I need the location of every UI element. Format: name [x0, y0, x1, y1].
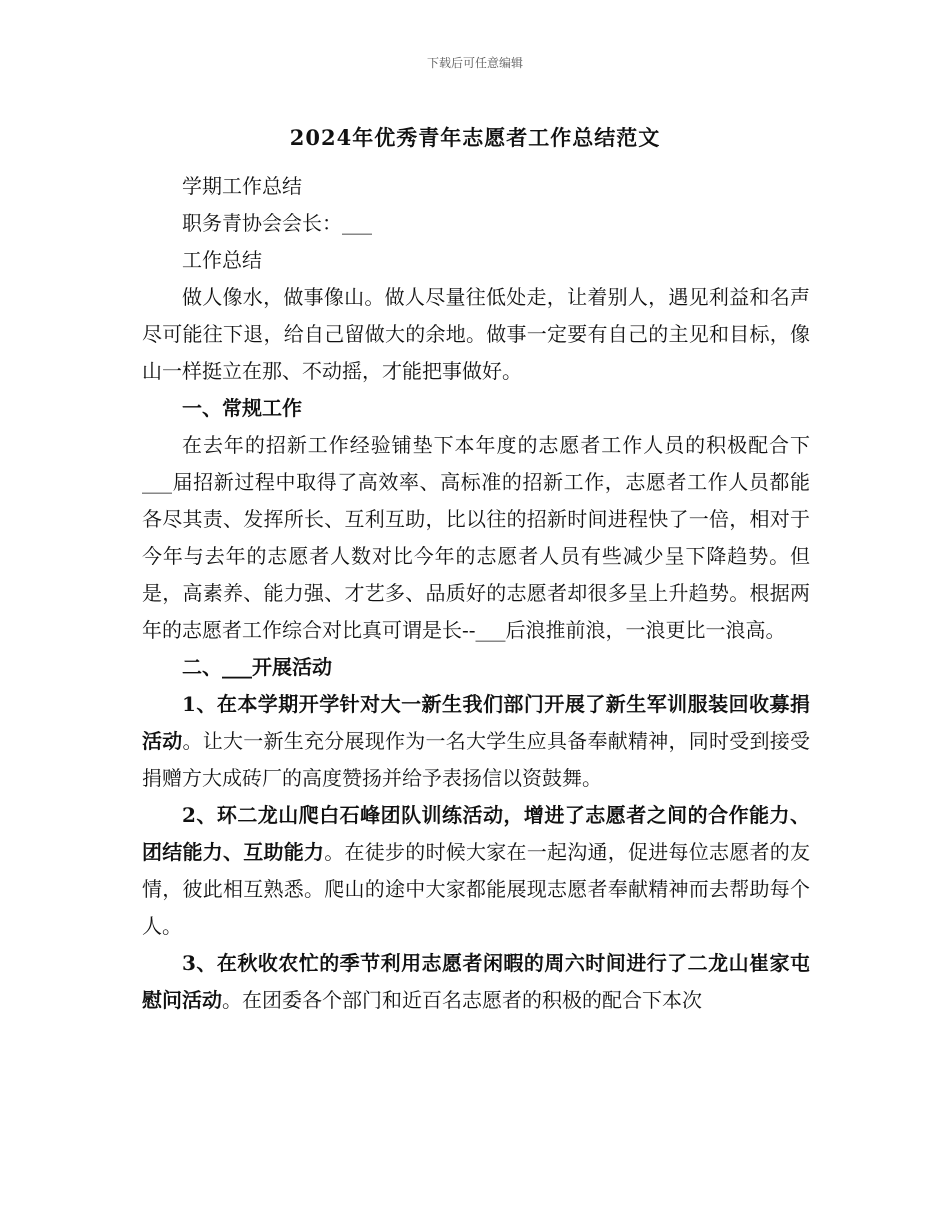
activity-item-2 — [142, 797, 810, 945]
activity-item-3 — [142, 945, 810, 1019]
document-title: 2024年优秀青年志愿者工作总结范文 — [289, 125, 661, 150]
section-1-paragraph: 在去年的招新工作经验铺垫下本年度的志愿者工作人员的积极配合下___届招新过程中取得了高效率、高标准的招新工作，志愿者工作人员都能各尽其责、发挥所长、互利互助，比以往的招新时间进程快了一倍，相对于今年与去年的志愿者人数对比今年的志愿者人员有些减少呈下降趋势。但是，高素养、能力强、才艺多、品质好的志愿者却很多呈上升趋势。根据两年的志愿者工作综合对比真可谓是长--___后浪推前浪，一浪更比一浪高。 — [142, 433, 810, 642]
intro-paragraph: 做人像水，做事像山。做人尽量往低处走，让着别人，遇见利益和名声尽可能往下退，给自己留做大的余地。做事一定要有自己的主见和目标，像山一样挺立在那、不动摇，才能把事做好。 — [142, 285, 810, 383]
subtitle-line-work-summary: 工作总结 — [182, 248, 262, 272]
activity-item-3-lead: 3、在秋收农忙的季节利用志愿者闲暇的周六时间进行了二龙山崔家屯慰问活动 — [142, 951, 810, 1012]
activity-item-3-text: 。在团委各个部门和近百名志愿者的积极的配合下本次 — [222, 988, 702, 1012]
document-body — [142, 168, 810, 1019]
section-2-heading: 二、___开展活动 — [182, 655, 332, 679]
activity-item-1 — [142, 686, 810, 797]
subtitle-line-term-summary: 学期工作总结 — [182, 174, 302, 198]
subtitle-line-position: 职务青协会会长：___ — [182, 211, 372, 235]
activity-item-1-lead: 1、在本学期开学针对大一新生我们部门开展了新生军训服装回收募捐活动 — [142, 692, 810, 753]
activity-item-2-lead: 2、环二龙山爬白石峰团队训练活动，增进了志愿者之间的合作能力、团结能力、互助能力 — [142, 803, 810, 864]
activity-item-1-text: 。让大一新生充分展现作为一名大学生应具备奉献精神，同时受到接受捐赠方大成砖厂的高度赞扬并给予表扬信以资鼓舞。 — [142, 729, 810, 790]
section-1-heading: 一、常规工作 — [182, 396, 302, 420]
header-note: 下载后可任意编辑 — [426, 56, 523, 70]
activity-item-2-text: 。在徒步的时候大家在一起沟通，促进每位志愿者的友情，彼此相互熟悉。爬山的途中大家都能展现志愿者奉献精神而去帮助每个人。 — [142, 840, 810, 938]
